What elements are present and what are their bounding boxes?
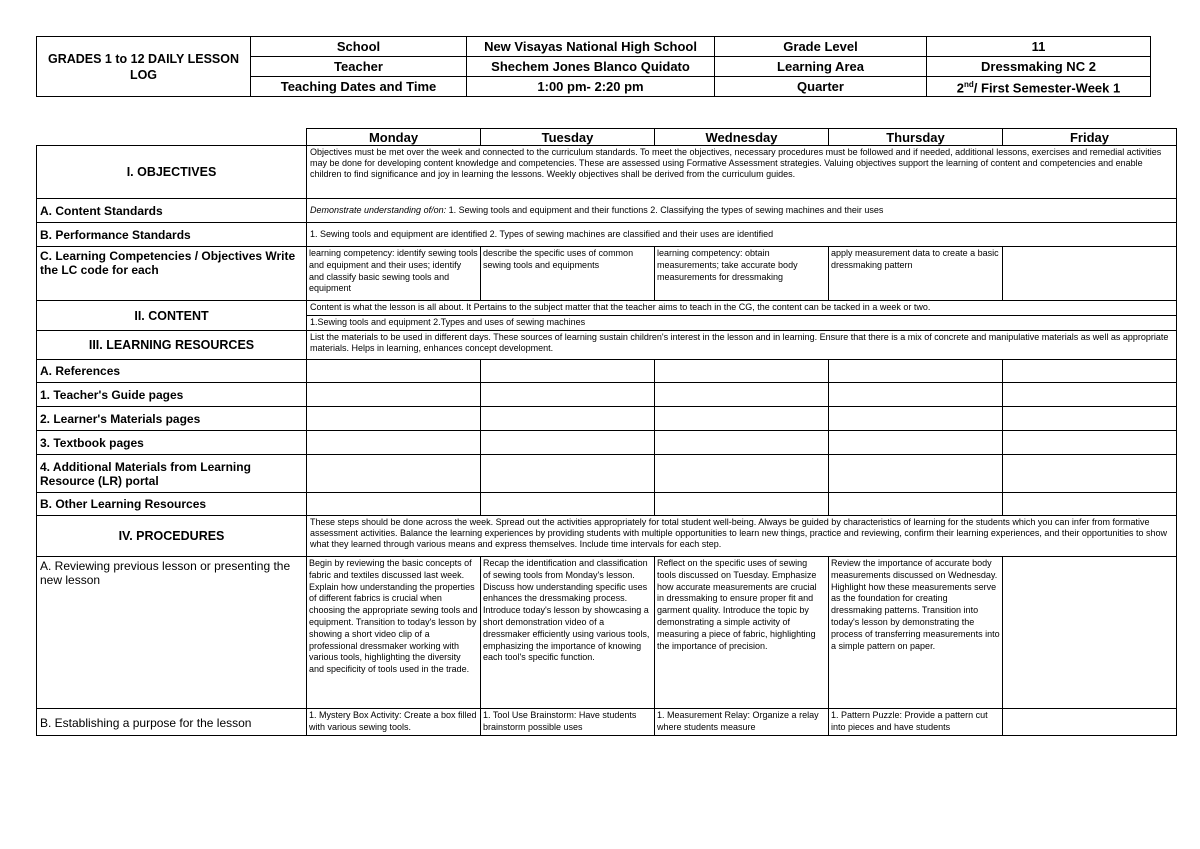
quarter-number: 2 — [956, 80, 964, 96]
performance-standards-text: 1. Sewing tools and equipment are identified 2. Types of sewing machines are classified and their uses are identified — [307, 223, 1177, 247]
cell — [307, 383, 481, 407]
content-label: II. CONTENT — [37, 301, 307, 331]
cell — [307, 493, 481, 516]
competency-monday: learning competency: identify sewing tools and equipment and their uses; identify and classify basic sewing tools and equipment — [307, 247, 481, 301]
resources-note: List the materials to be used in different days. These sources of learning sustain children's interest in the lesson and in learning. Ensure that there is a mix of concrete and manipulative materials as well as appropriate materials. Helps in learning, enhances concept development. — [307, 331, 1177, 360]
cell — [829, 383, 1003, 407]
procedures-note: These steps should be done across the week. Spread out the activities appropriately for total student well-being. Always be guided by characteristics of learning for the students which you can infer from formative assessment activities. Balance the learning experiences by providing students with multiple opportunities to learn new things, practice and reviewing, confirm their learning experiences, and their opportunities to show what they learned through various means and express themselves. Include time intervals for each step. — [307, 516, 1177, 557]
cell — [1003, 493, 1177, 516]
content-standards-body: 1. Sewing tools and equipment and their functions 2. Classifying the types of sewing machines and their uses — [446, 205, 884, 215]
cell — [655, 407, 829, 431]
cell — [307, 431, 481, 455]
day-friday: Friday — [1003, 129, 1177, 146]
cell — [829, 360, 1003, 383]
review-thursday: Review the importance of accurate body measurements discussed on Wednesday. Highlight how these measurements serve as the foundation for creating dressmaking patterns. Transition into today's lesson by demonstrating the process of transferring measurements into a simple pattern on paper. — [829, 557, 1003, 709]
purpose-thursday: 1. Pattern Puzzle: Provide a pattern cut into pieces and have students — [829, 709, 1003, 736]
quarter-suffix: nd — [964, 80, 974, 90]
competency-tuesday: describe the specific uses of common sewing tools and equipments — [481, 247, 655, 301]
cell — [829, 455, 1003, 493]
resource-lr-portal-label: 4. Additional Materials from Learning Resource (LR) portal — [37, 455, 307, 493]
cell — [481, 383, 655, 407]
quarter-rest: / First Semester-Week 1 — [973, 80, 1121, 96]
purpose-friday — [1003, 709, 1177, 736]
grade-value: 11 — [927, 37, 1151, 57]
dates-label: Teaching Dates and Time — [251, 77, 467, 97]
cell — [655, 493, 829, 516]
teacher-label: Teacher — [251, 57, 467, 77]
objectives-label: I. OBJECTIVES — [37, 146, 307, 199]
cell — [1003, 431, 1177, 455]
log-title: GRADES 1 to 12 DAILY LESSON LOG — [37, 37, 251, 97]
review-wednesday: Reflect on the specific uses of sewing tools discussed on Tuesday. Emphasize how accurate measurements are crucial in dressmaking to ensure proper fit and garment quality. Introduce the topic by demonstrating a simple activity of measuring a piece of fabric, highlighting the importance of precision. — [655, 557, 829, 709]
cell — [481, 407, 655, 431]
header-table — [36, 36, 1151, 97]
cell — [1003, 383, 1177, 407]
content-note: Content is what the lesson is all about. It Pertains to the subject matter that the teacher aims to teach in the CG, the content can be tacked in a week or two. — [307, 301, 1177, 316]
content-standards-italic: Demonstrate understanding of/on: — [310, 205, 447, 215]
competency-thursday: apply measurement data to create a basic dressmaking pattern — [829, 247, 1003, 301]
cell — [1003, 407, 1177, 431]
resources-label: III. LEARNING RESOURCES — [37, 331, 307, 360]
day-wednesday: Wednesday — [655, 129, 829, 146]
review-friday — [1003, 557, 1177, 709]
cell — [655, 383, 829, 407]
cell — [655, 431, 829, 455]
content-text: 1.Sewing tools and equipment 2.Types and uses of sewing machines — [307, 316, 1177, 331]
cell — [307, 407, 481, 431]
cell — [655, 455, 829, 493]
cell — [481, 455, 655, 493]
day-monday: Monday — [307, 129, 481, 146]
cell — [829, 493, 1003, 516]
lesson-log-table — [36, 128, 1177, 736]
school-label: School — [251, 37, 467, 57]
competency-wednesday: learning competency: obtain measurements; take accurate body measurements for dressmaking — [655, 247, 829, 301]
cell — [481, 431, 655, 455]
content-standards-text — [307, 199, 1177, 223]
purpose-tuesday: 1. Tool Use Brainstorm: Have students brainstorm possible uses — [481, 709, 655, 736]
area-label: Learning Area — [715, 57, 927, 77]
teacher-value: Shechem Jones Blanco Quidato — [467, 57, 715, 77]
cell — [1003, 360, 1177, 383]
resource-other-label: B. Other Learning Resources — [37, 493, 307, 516]
day-tuesday: Tuesday — [481, 129, 655, 146]
quarter-value — [927, 77, 1151, 97]
purpose-monday: 1. Mystery Box Activity: Create a box filled with various sewing tools. — [307, 709, 481, 736]
cell — [1003, 455, 1177, 493]
purpose-wednesday: 1. Measurement Relay: Organize a relay where students measure — [655, 709, 829, 736]
competency-friday — [1003, 247, 1177, 301]
dates-value: 1:00 pm- 2:20 pm — [467, 77, 715, 97]
day-thursday: Thursday — [829, 129, 1003, 146]
cell — [307, 455, 481, 493]
cell — [481, 360, 655, 383]
review-tuesday: Recap the identification and classification of sewing tools from Monday's lesson. Discuss how understanding specific uses enhances the dressmaking process. Introduce today's lesson by showcasing a short demonstration video of a dressmaker efficiently using various tools, emphasizing the importance of knowing each tool's specific function. — [481, 557, 655, 709]
quarter-label: Quarter — [715, 77, 927, 97]
resource-lm-label: 2. Learner's Materials pages — [37, 407, 307, 431]
resource-tg-label: 1. Teacher's Guide pages — [37, 383, 307, 407]
cell — [829, 431, 1003, 455]
school-value: New Visayas National High School — [467, 37, 715, 57]
review-label: A. Reviewing previous lesson or presenting the new lesson — [37, 557, 307, 709]
objectives-note: Objectives must be met over the week and connected to the curriculum standards. To meet the objectives, necessary procedures must be followed and if needed, additional lessons, exercises and remedial activities may be done for developing content knowledge and competencies. These are assessed using Formative Assessment strategies. Valuing objectives support the learning of content and competencies and enable children to find significance and joy in learning the lessons. Weekly objectives shall be derived from the curriculum guides. — [307, 146, 1177, 199]
grade-label: Grade Level — [715, 37, 927, 57]
area-value: Dressmaking NC 2 — [927, 57, 1151, 77]
cell — [307, 360, 481, 383]
competencies-label: C. Learning Competencies / Objectives Write the LC code for each — [37, 247, 307, 301]
resource-references-label: A. References — [37, 360, 307, 383]
review-monday: Begin by reviewing the basic concepts of fabric and textiles discussed last week. Explain how understanding the properties of different fabrics is crucial when choosing the appropriate sewing tools and equipment. Transition to today's lesson by showing a short video clip of a professional dressmaker working with various tools, highlighting the diversity and specificity of tools used in the trade. — [307, 557, 481, 709]
corner-cell — [37, 129, 307, 146]
procedures-label: IV. PROCEDURES — [37, 516, 307, 557]
content-standards-label: A. Content Standards — [37, 199, 307, 223]
resource-textbook-label: 3. Textbook pages — [37, 431, 307, 455]
cell — [655, 360, 829, 383]
purpose-label: B. Establishing a purpose for the lesson — [37, 709, 307, 736]
cell — [829, 407, 1003, 431]
cell — [481, 493, 655, 516]
performance-standards-label: B. Performance Standards — [37, 223, 307, 247]
